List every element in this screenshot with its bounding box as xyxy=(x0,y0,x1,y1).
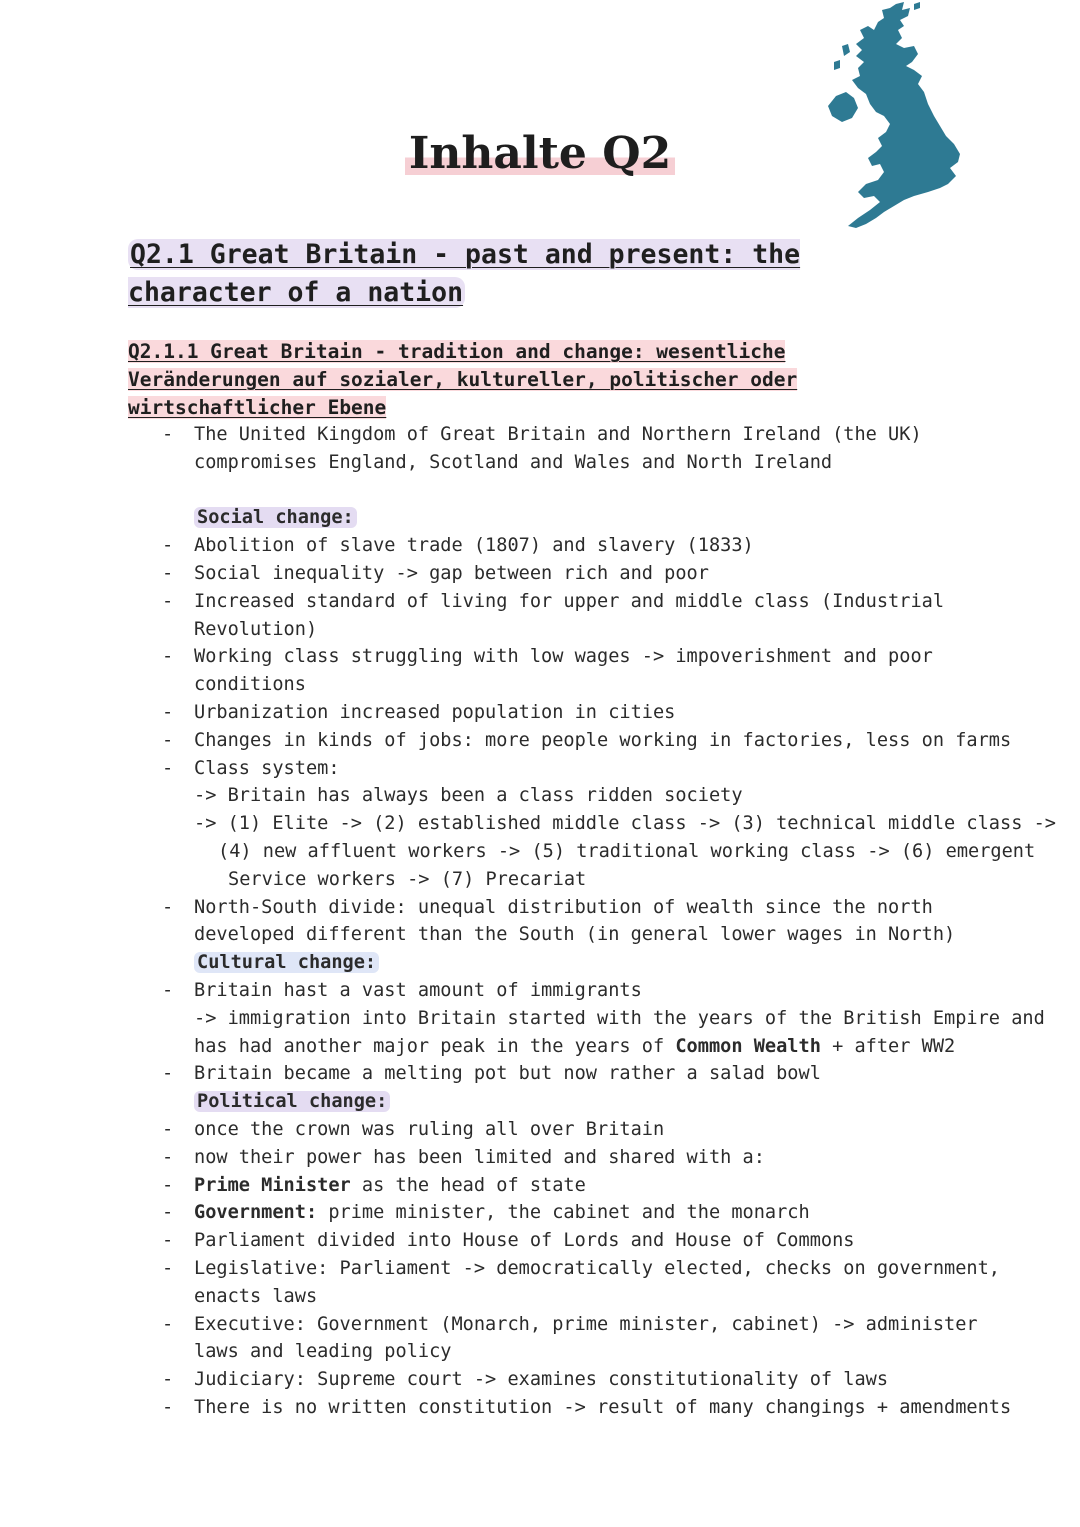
list-item-continuation: -> (1) Elite -> (2) established middle class -> (3) technical middle class -> xyxy=(194,813,1056,835)
text-run-bold: Common Wealth xyxy=(675,1035,821,1057)
list-item: - There is no written constitution -> result of many changings + amendments xyxy=(160,1394,970,1422)
list-item-continuation: developed different than the South (in general lower wages in North) xyxy=(194,924,956,946)
section-heading-text: Q2.1 Great Britain - past and present: the character of a nation xyxy=(128,239,801,308)
list-item-continuation: laws and leading policy xyxy=(194,1341,452,1363)
page-title-text: Inhalte Q2 xyxy=(405,128,675,179)
list-item: - now their power has been limited and shared with a: xyxy=(160,1144,970,1172)
list-item-continuation: Service workers -> (7) Precariat xyxy=(228,868,587,890)
list-item: - Britain became a melting pot but now rather a salad bowl xyxy=(160,1060,970,1088)
list-item: - North-South divide: unequal distribution of wealth since the north xyxy=(160,894,970,922)
list-item: - Abolition of slave trade (1807) and slavery (1833) xyxy=(160,532,970,560)
list-item-continuation: (4) new affluent workers -> (5) traditional working class -> (6) emergent xyxy=(218,840,1036,862)
text-run: as the head of state xyxy=(350,1174,586,1196)
list-item: - once the crown was ruling all over Britain xyxy=(160,1116,970,1144)
subsection-heading xyxy=(128,338,948,422)
social-change-heading xyxy=(160,504,970,532)
spacer xyxy=(160,477,970,505)
subsection-heading-text: Q2.1.1 Great Britain - tradition and change: wesentliche Veränderungen auf sozialer, kultureller, politischer oder wirtschaftlicher Ebene xyxy=(128,340,798,419)
list-item: - Working class struggling with low wages -> impoverishment and poor xyxy=(160,643,970,671)
list-item: - Judiciary: Supreme court -> examines constitutionality of laws xyxy=(160,1366,970,1394)
list-item: - Executive: Government (Monarch, prime minister, cabinet) -> administer xyxy=(160,1311,970,1339)
great-britain-map-icon xyxy=(818,0,968,232)
list-item: - The United Kingdom of Great Britain and Northern Ireland (the UK) xyxy=(160,421,970,449)
text-run: has had another major peak in the years of xyxy=(194,1035,676,1057)
list-item: - Legislative: Parliament -> democratically elected, checks on government, xyxy=(160,1255,970,1283)
political-change-heading-text: Political change: xyxy=(194,1091,390,1112)
cultural-change-heading-text: Cultural change: xyxy=(194,952,379,973)
political-change-heading xyxy=(160,1088,970,1116)
list-item: - Changes in kinds of jobs: more people working in factories, less on farms xyxy=(160,727,970,755)
text-run-bold: Prime Minister xyxy=(194,1174,351,1196)
list-item xyxy=(160,1199,970,1227)
list-item-continuation: -> Britain has always been a class ridden society xyxy=(194,785,743,807)
cultural-change-heading xyxy=(160,949,970,977)
list-item: - Increased standard of living for upper and middle class (Industrial xyxy=(160,588,970,616)
notes-body xyxy=(160,421,1056,1422)
section-heading xyxy=(128,236,958,312)
page-title xyxy=(0,128,1080,179)
text-run: + after WW2 xyxy=(820,1035,956,1057)
social-change-heading-text: Social change: xyxy=(194,507,357,528)
list-item-continuation: compromises England, Scotland and Wales and North Ireland xyxy=(194,451,833,473)
list-item: - Parliament divided into House of Lords and House of Commons xyxy=(160,1227,970,1255)
list-item: - Class system: xyxy=(160,755,970,783)
list-item: - Britain hast a vast amount of immigrants xyxy=(160,977,970,1005)
list-item-continuation: enacts laws xyxy=(194,1285,318,1307)
text-run: prime minister, the cabinet and the monarch xyxy=(317,1202,810,1224)
text-run-bold: Government: xyxy=(194,1202,318,1224)
list-item-continuation: -> immigration into Britain started with the years of the British Empire and xyxy=(194,1007,1045,1029)
list-item-continuation: conditions xyxy=(194,674,306,696)
list-item: - Social inequality -> gap between rich and poor xyxy=(160,560,970,588)
list-item-continuation: Revolution) xyxy=(194,618,318,640)
list-item: - Urbanization increased population in cities xyxy=(160,699,970,727)
list-item-continuation xyxy=(160,1033,970,1061)
list-item xyxy=(160,1172,970,1200)
